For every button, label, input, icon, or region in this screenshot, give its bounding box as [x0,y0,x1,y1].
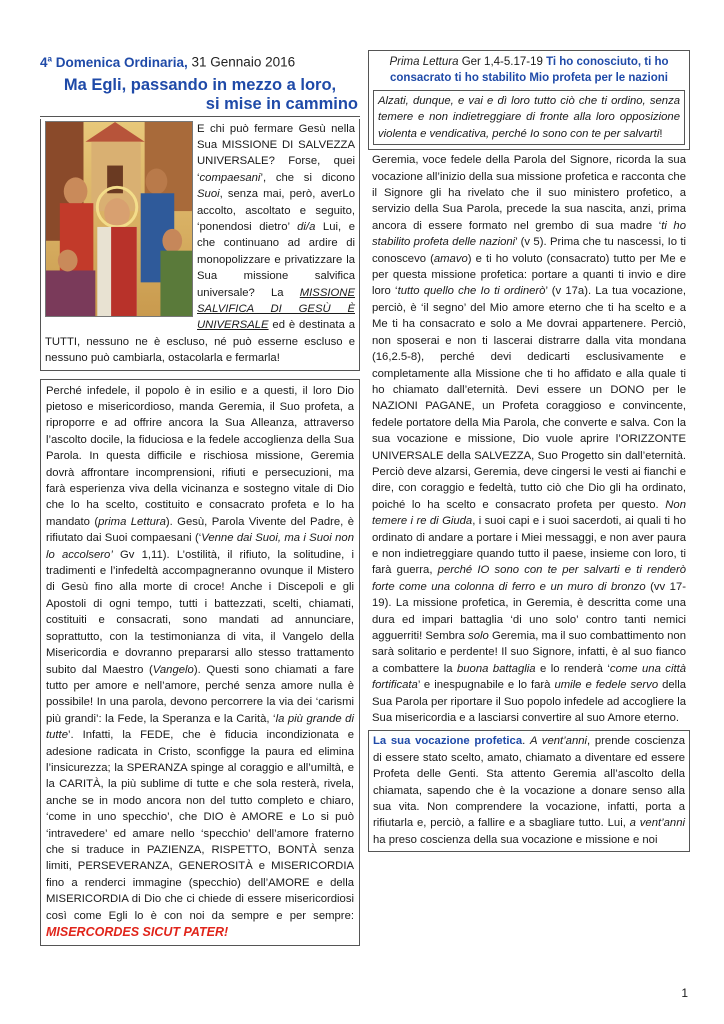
first-reading-box [368,50,690,150]
liturgy-header [40,50,360,72]
page [40,50,690,1000]
sunday-label: 4$^a$ Domenica Ordinaria, [40,54,188,70]
right-body-text: Geremia, voce fedele della Parola del Signore, ricorda la sua vocazione all’inizio della sua missione profetica e racconta che il Signore gli ha rivelato che il suo ministero profetico, a servizio della Sua Parola, precede la sua nascita, anzi, prima ancora di essere formato nel grembo di sua madre ‘ti ho stabilito profeta delle nazioni’ (v 5). Prima che tu nascessi, Io ti conoscevo (amavo) e ti ho voluto (consacrato) tutto per Me e per questa missione profetica: portare a quanti ti invio e dire loro ‘tutto quello che Io ti ordinerò’ (v 17a). La tua vocazione, perciò, è ‘il segno’ del Mio amore eterno che ti ha scelto e a Me ti ha consacrato e solo a Me dovrai appartenere. Perciò, non sposerai e non ti lascerai distrarre dalla vita mondana (16,2.5-8), perché devi dedicarti esclusivamente e completamente alla Missione che ti ho affidato e alla quale ti ho chiamato dall’eternità. Devi essere un DONO per le NAZIONI PAGANE, un Profeta coraggioso e convincente, fedele portatore della Mia Parola, che converte e salva. Con la sua vocazione e missione, Dio vuole aprire l’ORIZZONTE UNIVERSALE della SALVEZZA, Suo Progetto sin dall’eternità. Perciò deve alzarsi, Geremia, deve cingersi le vesti ai fianchi e dire, con coraggio e fedeltà, tutto ciò che Dio gli ha ordinato, poiché lo ha scelto e consacrato profeta per questo. Non temere i re di Giuda, i suoi capi e i suoi sacerdoti, ai quali ti ho ordinato di andare a portare i Miei messaggi, e non aver paura e non indietreggiare quando tutto il paese, insieme con loro, ti farà guerra, perché IO sono con te per salvarti e ti renderò forte come una colonna di ferro e un muro di bronzo (vv 17-19). La missione profetica, in Geremia, è descritta come una dura ed impari battaglia ‘di uno solo’ contro tanti nemici agguerriti! Sembra solo Geremia, ma il suo combattimento non sarà solitario e perdente! Il suo Signore, infatti, è al suo fianco a combattere la buona battaglia e lo renderà ‘come una città fortificata’ e inespugnabile e lo farà umile e fedele servo della Sua Parola per riportare il Suo popolo infedele ad accogliere la Sua misericordia e a lasciarsi convertire al suo Amore eterno. [372,154,687,725]
left-column [40,50,360,946]
title-line-2: si mise in cammino [205,94,358,113]
section-title: La sua vocazione profetica [373,735,523,748]
page-number: 1 [681,986,688,1000]
vocation-section: La sua vocazione profetica. A vent’anni, prende coscienza di essere stato scelto, amato, chiamato a diventare ed essere Profeta delle Genti. Sta attento Geremia all’ascolto della chiamata, sapendo che è la vocazione a donare senso alla sua vita. Non comprendere la vocazione, infatti, porta a rifiutarla e, perciò, a fallire e a sbagliare tutto. Lui, a vent’anni ha preso coscienza della sua vocazione e missione e noi [368,730,690,852]
reading-heading: Prima Lettura Ger 1,4-5.17-19 Ti ho conosciuto, ti ho consacrato ti ho stabilito Mio profeta per le nazioni [389,56,669,84]
date: 31 Gennaio 2016 [187,54,296,70]
motto: MISERCORDES SICUT PATER! [46,925,229,939]
intro-text: E chi può fermare Gesù nella Sua MISSIONE DI SALVEZZA UNIVERSALE? Forse, quei ‘compaesani’, che si dicono Suoi, senza mai, però, averLo accolto, ascoltato e seguito, ‘ponendosi dietro’ di/a Lui, e che continuano ad ardire di monopolizzare e privatizzare la Sua missione salvifica universale? La MISSIONE SALVIFICA DI GESÙ È UNIVERSALE ed è destinata a TUTTI, nessuno ne è escluso, né può esserne escluso e nessuno può cambiarla, ostacolarla e fermarla! [45,122,355,365]
left-body-text: Perché infedele, il popolo è in esilio e a questi, il loro Dio pietoso e misericordioso, manda Geremia, il Suo profeta, a riproporre e ad offrire ancora la Sua Alleanza, attraverso l’ascolto docile, la fiduciosa e la fedele accoglienza della Sua Parola. In questa difficile e rischiosa missione, Geremia dovrà affrontare incomprensioni, rifiuti e persecuzioni, ma farà esperienza viva della vicinanza e sostegno vitale di Dio che lo ha scelto, costituito e consacrato profeta e lo ha mandato (prima Lettura). Gesù, Parola Vivente del Padre, è rifiutato dai Suoi compaesani (‘Venne dai Suoi, ma i Suoi non lo accolsero’ Gv 1,11). L’ostilità, il rifiuto, la solitudine, i tradimenti e l’infedeltà accompagneranno ovunque il Mistero di Gesù fino alla morte di croce! Anche i Discepoli e gli Apostoli di ogni tempo, tutti i battezzati, scelti, chiamati, costituiti e consacrati, sono mandati ad annunciare, soprattutto, con la testimonianza di vita, il Vangelo della Misericordia e dovranno prepararsi allo stesso trattamento subito dal Maestro (Vangelo). Questi sono chiamati a fare tutto per amore e nell’amore, perché senza amore nulla è possibile! In una parola, devono percorrere la via dei ‘carismi più grandi’: la Fede, la Speranza e la Carità, ‘la più grande di tutte’. Infatti, la FEDE, che è fiducia incondizionata e adesione radicata in Cristo, sconfigge la paura ed elimina l’insicurezza; la SPERANZA spinge al coraggio e all’umiltà, e la CARITÀ, la più sublime di tutte e che sola resterà, rivela, anche se in modo ancora non del tutto completo e chiaro, ‘come in uno specchio’, che DIO è AMORE e Lo si può ‘intravedere’ ed amare nello ‘specchio’ dell’amore fraterno che si traduce in PAZIENZA, RISPETTO, BONTÀ senza limiti, PERSEVERANZA, GENEROSITÀ e MISERICORDIA fino a renderci immagine (specchio) dell’AMORE e della MISERICORDIA di Dio che ci chiede di essere misericordiosi così come Egli lo è con noi da sempre e per sempre: MISERCORDES SICUT PATER! [40,379,360,947]
jesus-painting-illustration [45,121,193,317]
page-title [40,76,360,114]
title-line-1: Ma Egli, passando in mezzo a loro, [63,75,337,94]
intro-box [40,119,360,371]
title-divider [40,116,360,117]
right-column [368,50,690,852]
reading-title: Ti ho conosciuto, ti ho consacrato ti ho stabilito Mio profeta per le nazioni [390,56,669,84]
reading-quote: Alzati, dunque, e vai e dì loro tutto ciò che ti ordino, senza temere e non indietreggiare di fronte alla loro opposizione violenta e vendicativa, perché Io sono con te per salvarti! [373,90,685,145]
